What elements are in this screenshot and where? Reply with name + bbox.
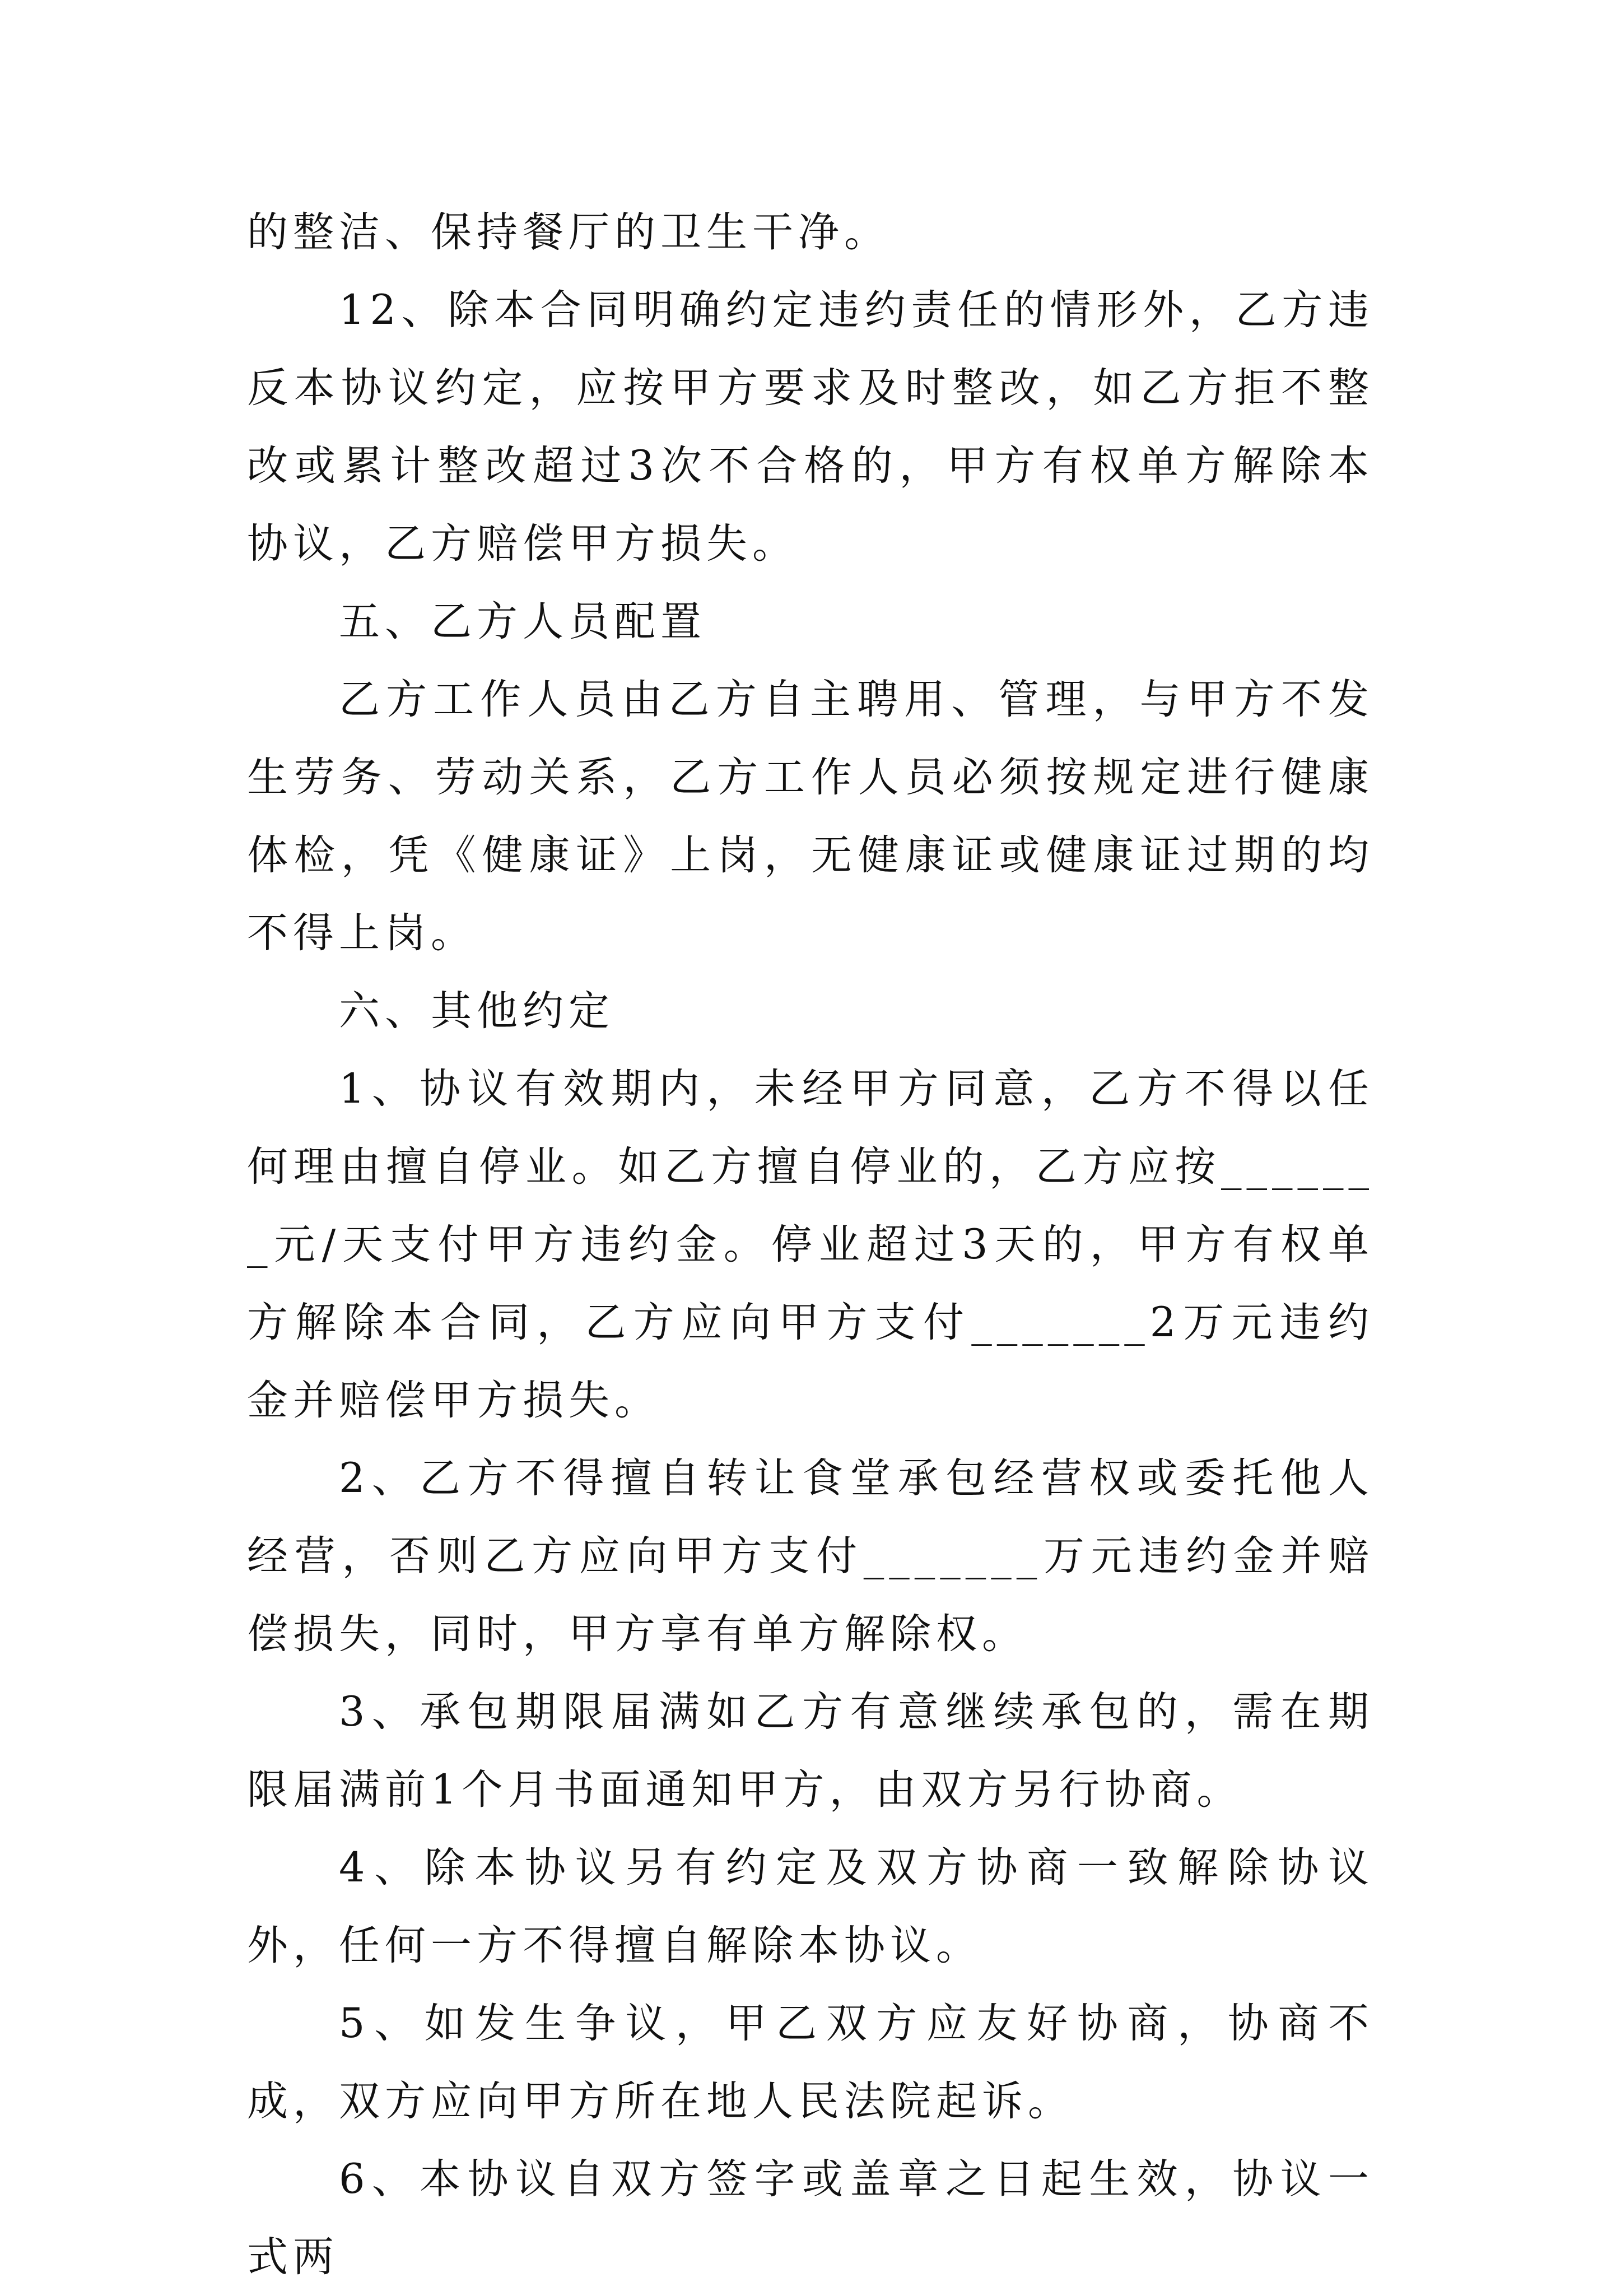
staffing-paragraph: 乙方工作人员由乙方自主聘用、管理，与甲方不发生劳务、劳动关系，乙方工作人员必须按规定进行健康体检，凭《健康证》上岗，无健康证或健康证过期的均不得上岗。 — [247, 676, 1374, 957]
document-body — [247, 193, 1374, 2296]
clause-3: 3、承包期限届满如乙方有意继续承包的，需在期限届满前1个月书面通知甲方，由双方另行协商。 — [247, 1688, 1374, 1814]
clause-6: 6、本协议自双方签字或盖章之日起生效，协议一式两 — [247, 2155, 1374, 2281]
clause-4: 4、除本协议另有约定及双方协商一致解除协议外，任何一方不得擅自解除本协议。 — [247, 1844, 1374, 1969]
paragraph-continuation: 的整洁、保持餐厅的卫生干净。 — [247, 208, 890, 256]
clause-1: 1、协议有效期内，未经甲方同意，乙方不得以任何理由擅自停业。如乙方擅自停业的，乙方应按_______元/天支付甲方违约金。停业超过3天的，甲方有权单方解除本合同，乙方应向甲方支付_______2万元违约金并赔偿甲方损失。 — [247, 1065, 1374, 1424]
section-heading-6: 六、其他约定 — [339, 987, 614, 1035]
clause-5: 5、如发生争议，甲乙双方应友好协商，协商不成，双方应向甲方所在地人民法院起诉。 — [247, 2000, 1374, 2125]
section-heading-5: 五、乙方人员配置 — [339, 598, 706, 645]
clause-12: 12、除本合同明确约定违约责任的情形外，乙方违反本协议约定，应按甲方要求及时整改，如乙方拒不整改或累计整改超过3次不合格的，甲方有权单方解除本协议，乙方赔偿甲方损失。 — [247, 286, 1374, 568]
clause-2: 2、乙方不得擅自转让食堂承包经营权或委托他人经营，否则乙方应向甲方支付_______万元违约金并赔偿损失，同时，甲方享有单方解除权。 — [247, 1454, 1374, 1658]
